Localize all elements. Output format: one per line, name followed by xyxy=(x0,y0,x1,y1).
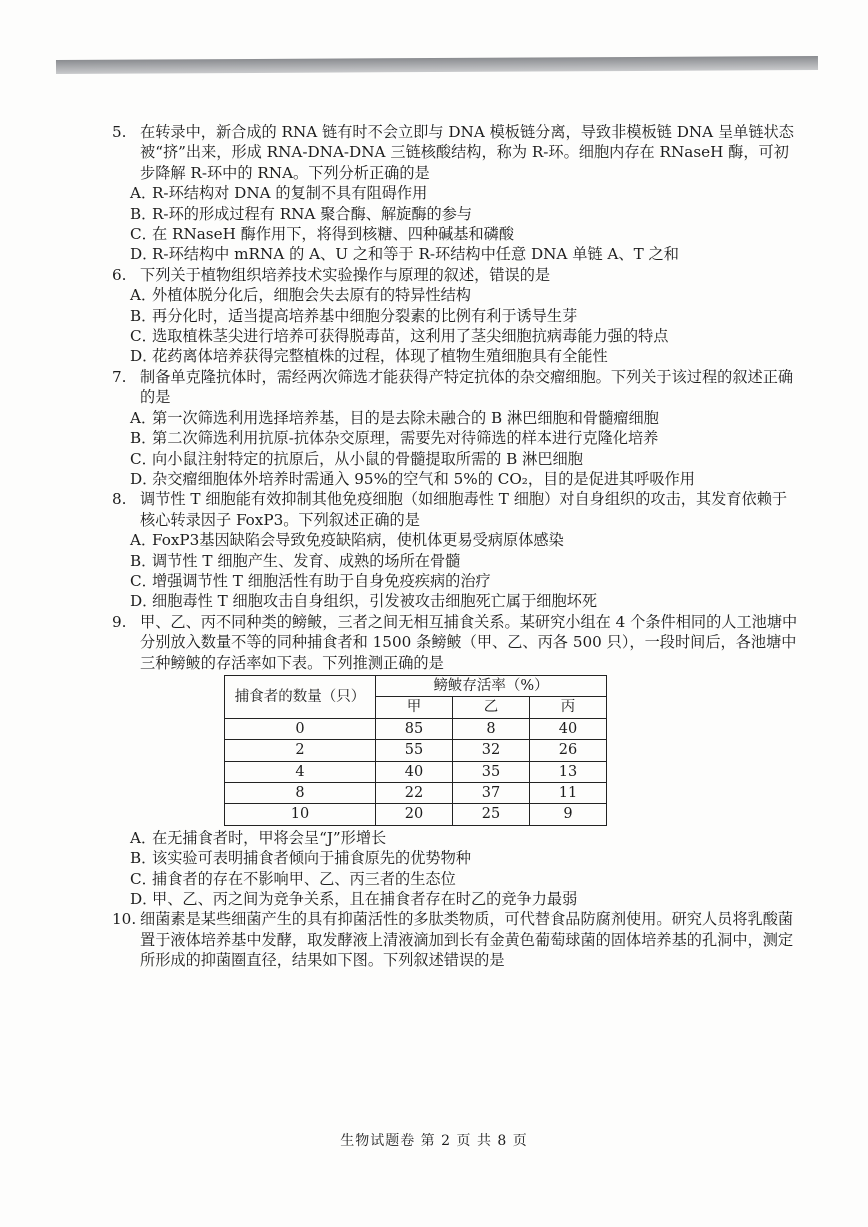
table-row: 8 22 37 11 xyxy=(225,783,607,804)
option-d: D．甲、乙、丙之间为竞争关系，且在捕食者存在时乙的竞争力最弱 xyxy=(130,890,578,909)
table-row: 10 20 25 9 xyxy=(225,804,607,825)
option-c: C．捕食者的存在不影响甲、乙、丙三者的生态位 xyxy=(130,869,456,888)
option-c: C．增强调节性 T 细胞活性有助于自身免疫疾病的治疗 xyxy=(130,571,491,590)
question-stem: 制备单克隆抗体时，需经两次筛选才能获得产特定抗体的杂交瘤细胞。下列关于该过程的叙述正确的是 xyxy=(140,367,794,407)
question-stem: 在转录中，新合成的 RNA 链有时不会立即与 DNA 模板链分离，导致非模板链 DNA 呈单链状态被“挤”出来，形成 RNA-DNA-DNA 三链核酸结构，称为 R-环。细胞内存在 RNaseH 酶，可初步降解 R-环中的 RNA。下列分析正确的是 xyxy=(140,123,794,182)
question-6 xyxy=(112,265,802,367)
question-number: 9. xyxy=(112,612,127,631)
table-row: 0 85 8 40 xyxy=(225,718,607,739)
option-d: D．细胞毒性 T 细胞攻击自身组织，引发被攻击细胞死亡属于细胞坏死 xyxy=(130,592,598,611)
table-row: 4 40 35 13 xyxy=(225,761,607,782)
question-number: 5. xyxy=(112,123,127,141)
option-b: B．该实验可表明捕食者倾向于捕食原先的优势物种 xyxy=(130,849,471,868)
option-b: B．R-环的形成过程有 RNA 聚合酶、解旋酶的参与 xyxy=(130,204,473,223)
question-number: 8. xyxy=(112,490,127,509)
option-a: A．R-环结构对 DNA 的复制不具有阻碍作用 xyxy=(130,184,428,203)
question-5 xyxy=(112,122,802,265)
option-c: C．向小鼠注射特定的抗原后，从小鼠的骨髓提取所需的 B 淋巴细胞 xyxy=(130,449,583,468)
option-a: A．FoxP3基因缺陷会导致免疫缺陷病，使机体更易受病原体感染 xyxy=(130,531,564,550)
option-a: A．外植体脱分化后，细胞会失去原有的特异性结构 xyxy=(130,286,471,305)
option-a: A．在无捕食者时，甲将会呈“J”形增长 xyxy=(130,828,387,847)
question-stem: 甲、乙、丙不同种类的鳑鲏，三者之间无相互捕食关系。某研究小组在 4 个条件相同的人工池塘中分别放入数量不等的同种捕食者和 1500 条鳑鲏（甲、乙、丙各 500 只），一段时间后，各池塘中三种鳑鲏的存活率如下表。下列推测正确的是 xyxy=(140,612,798,672)
table-row: 2 55 32 26 xyxy=(225,740,607,761)
option-c: C．选取植株茎尖进行培养可获得脱毒苗，这利用了茎尖细胞抗病毒能力强的特点 xyxy=(130,327,669,346)
option-a: A．第一次筛选利用选择培养基，目的是去除未融合的 B 淋巴细胞和骨髓瘤细胞 xyxy=(130,408,659,427)
option-c: C．在 RNaseH 酶作用下，将得到核糖、四种碱基和磷酸 xyxy=(130,225,515,244)
question-number: 10. xyxy=(112,910,137,929)
species-bing-header: 丙 xyxy=(530,697,607,718)
species-jia-header: 甲 xyxy=(376,697,453,718)
survival-rate-header: 鳑鲏存活率（%） xyxy=(376,675,607,696)
scan-top-band xyxy=(56,56,818,74)
option-d: D．花药离体培养获得完整植株的过程，体现了植物生殖细胞具有全能性 xyxy=(130,347,608,366)
option-d: D．R-环结构中 mRNA 的 A、U 之和等于 R-环结构中任意 DNA 单链 A、T 之和 xyxy=(130,245,679,264)
question-7 xyxy=(112,367,802,489)
question-number: 6. xyxy=(112,265,127,284)
question-stem: 调节性 T 细胞能有效抑制其他免疫细胞（如细胞毒性 T 细胞）对自身组织的攻击，其发育依赖于核心转录因子 FoxP3。下列叙述正确的是 xyxy=(140,490,788,529)
question-stem: 细菌素是某些细菌产生的具有抑菌活性的多肽类物质，可代替食品防腐剂使用。研究人员将乳酸菌置于液体培养基中发酵，取发酵液上清液滴加到长有金黄色葡萄球菌的固体培养基的孔洞中，测定所形成的抑菌圈直径，结果如下图。下列叙述错误的是 xyxy=(140,910,794,970)
option-b: B．第二次筛选利用抗原-抗体杂交原理，需要先对待筛选的样本进行克隆化培养 xyxy=(130,429,659,448)
page-footer: 生物试题卷 第 2 页 共 8 页 xyxy=(340,1133,528,1149)
option-b: B．再分化时，适当提高培养基中细胞分裂素的比例有利于诱导生芽 xyxy=(130,306,578,325)
question-9 xyxy=(112,612,802,910)
option-d: D．杂交瘤细胞体外培养时需通入 95%的空气和 5%的 CO₂，目的是促进其呼吸作用 xyxy=(130,469,695,488)
exam-page xyxy=(112,122,802,971)
predator-count-header: 捕食者的数量（只） xyxy=(225,675,376,718)
question-stem: 下列关于植物组织培养技术实验操作与原理的叙述，错误的是 xyxy=(140,265,551,284)
question-10 xyxy=(112,909,802,970)
table-header-row xyxy=(225,675,607,696)
survival-rate-table xyxy=(224,675,607,826)
species-yi-header: 乙 xyxy=(453,697,530,718)
question-8 xyxy=(112,489,802,611)
option-b: B．调节性 T 细胞产生、发育、成熟的场所在骨髓 xyxy=(130,551,461,570)
question-number: 7. xyxy=(112,367,127,386)
